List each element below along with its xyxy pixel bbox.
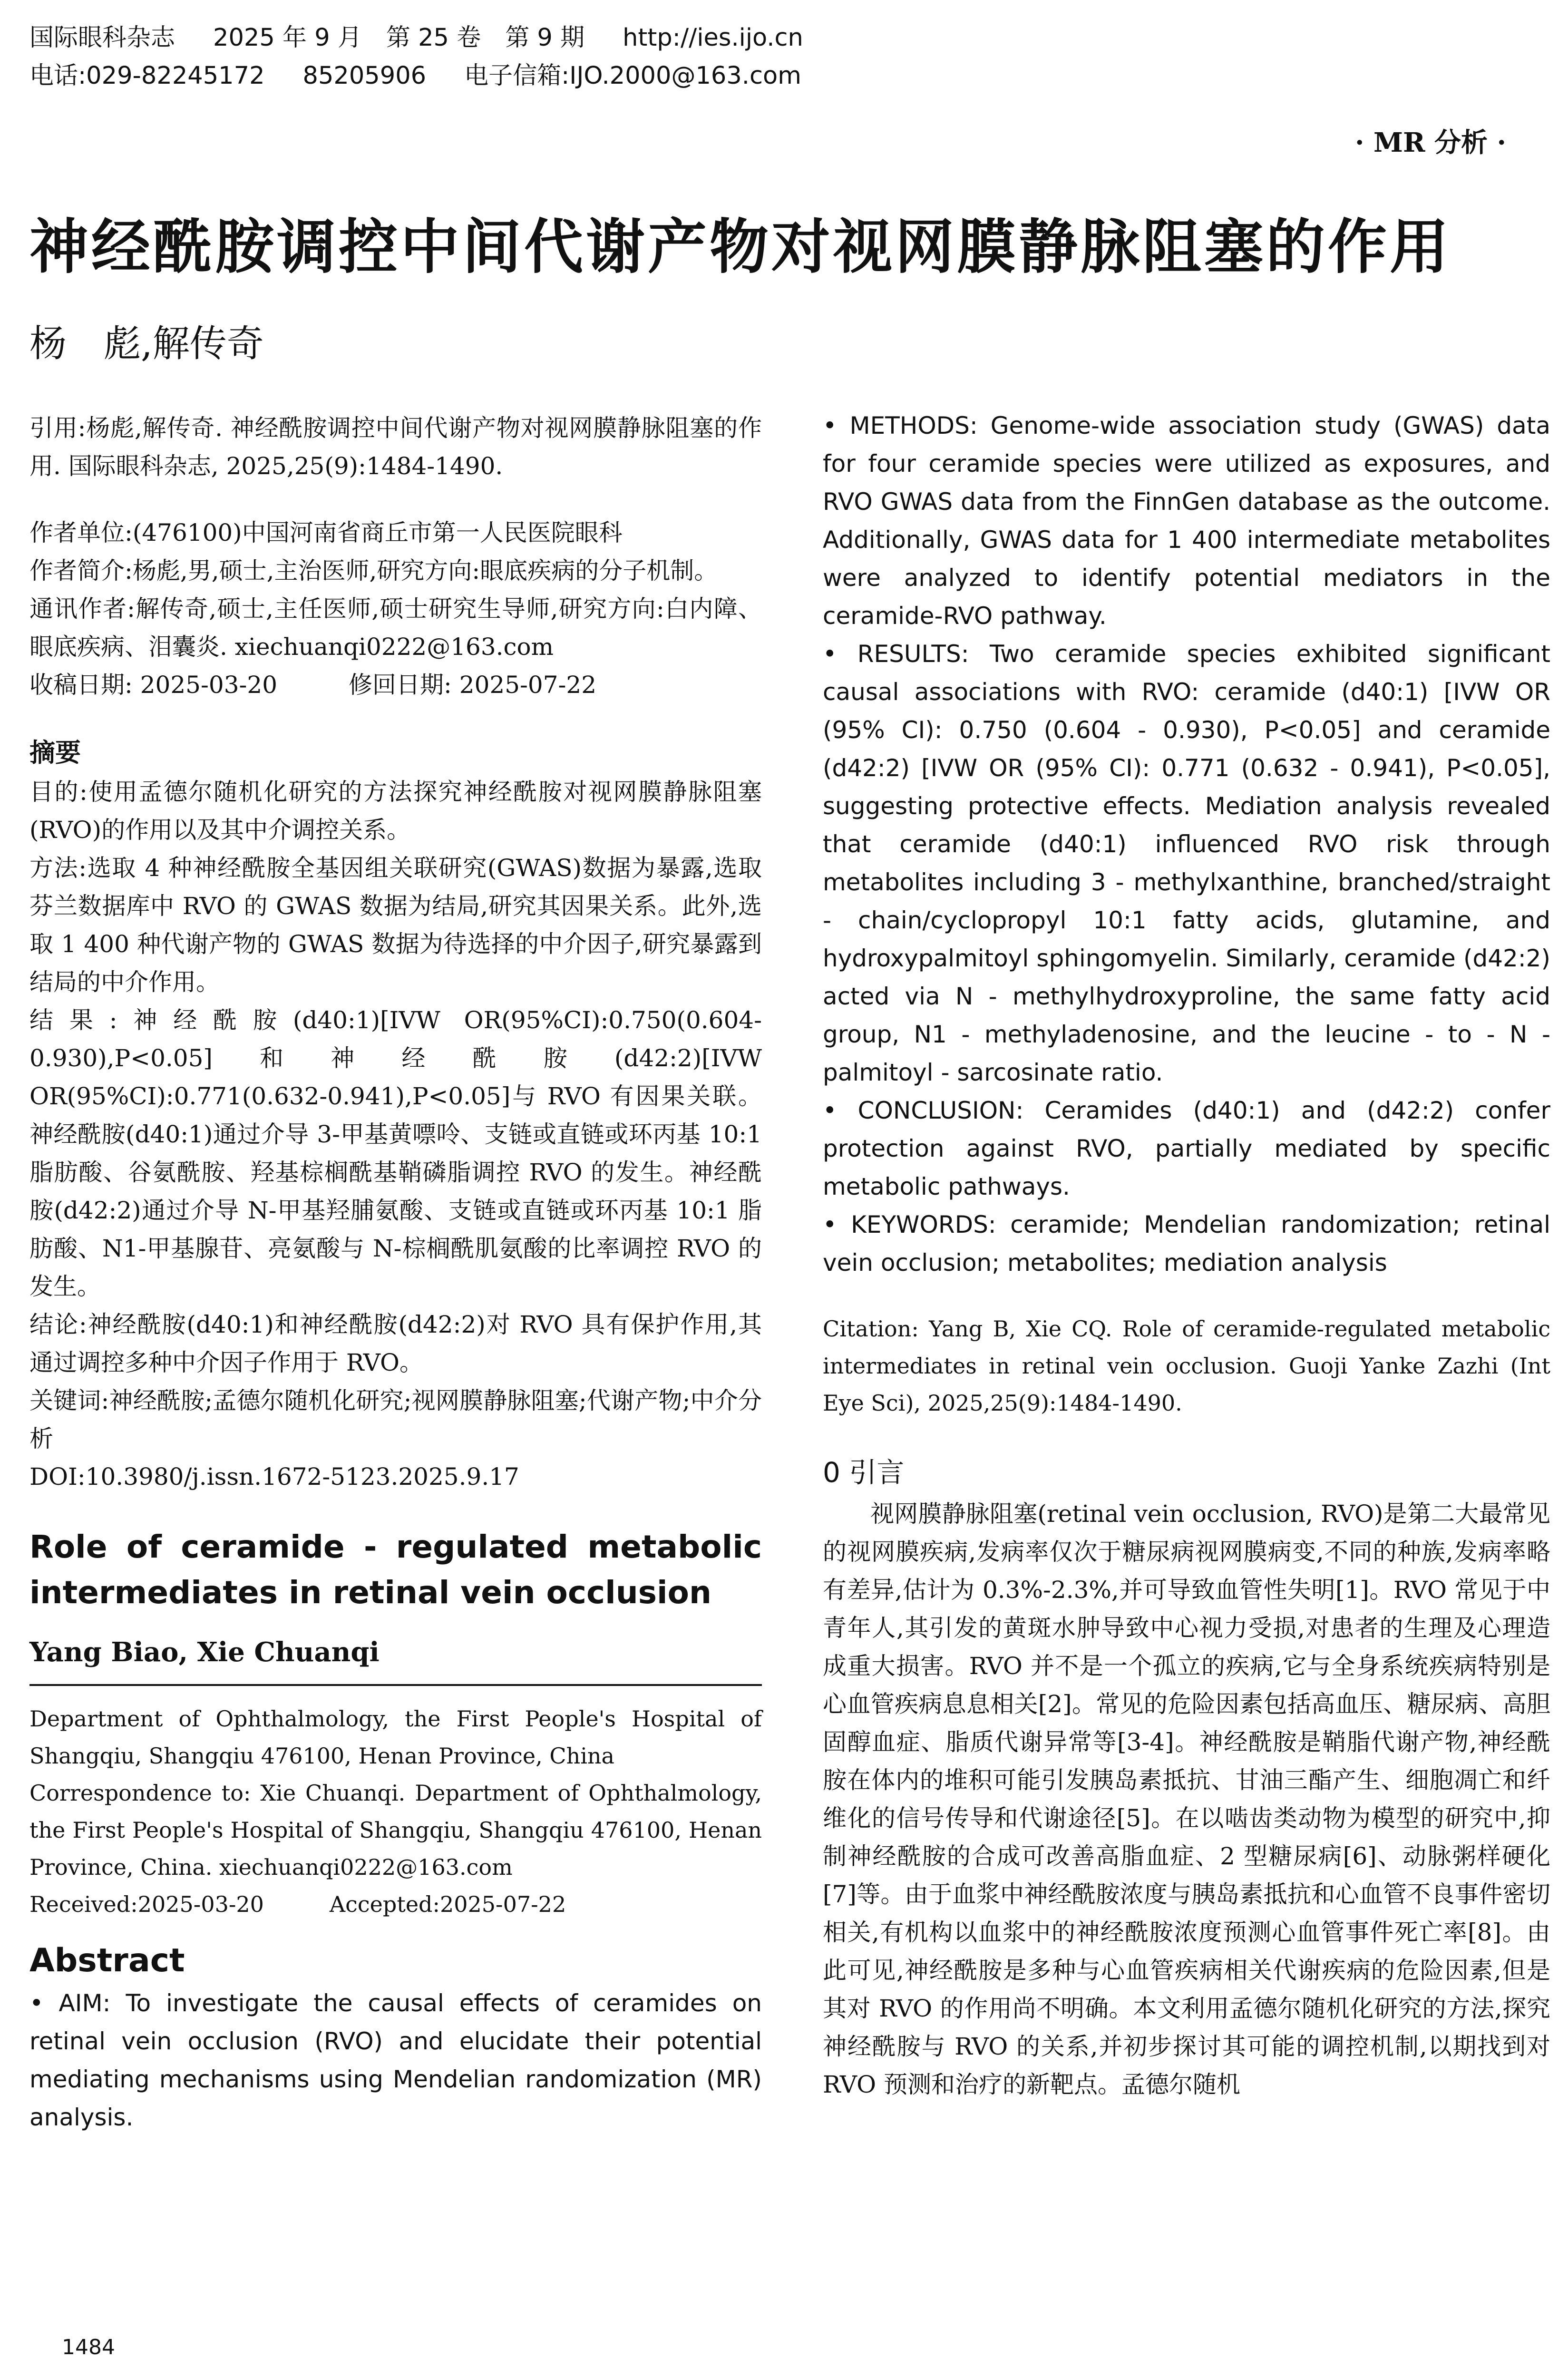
left-column	[29, 409, 762, 2136]
intro-heading: 0 引言	[823, 1456, 905, 1489]
phone: 电话:029-82245172	[29, 62, 265, 90]
received-dates: 收稿日期: 2025-03-20 修回日期: 2025-07-22	[29, 671, 597, 699]
article-authors: 杨 彪,解传奇	[29, 322, 264, 365]
english-title: Role of ceramide - regulated metabolic intermediates in retinal vein occlusion	[29, 1529, 762, 1611]
intro-text: 视网膜静脉阻塞(retinal vein occlusion, RVO)是第二大最常见的视网膜疾病,发病率仅次于糖尿病视网膜病变,不同的种族,发病率略有差异,估计为 0.3%-2.3%,并可导致血管性失明[1]。RVO 常见于中青年人,其引发的黄斑水肿导致中心视力受损,对患者的生理及心理造成重大损害。RVO 并不是一个孤立的疾病,它与全身系统疾病特别是心血管疾病息息相关[2]。常见的危险因素包括高血压、糖尿病、高胆固醇血症、脂质代谢异常等[3-4]。神经酰胺是鞘脂代谢产物,神经酰胺在体内的堆积可能引发胰岛素抵抗、甘油三酯产生、细胞凋亡和纤维化的信号传导和代谢途径[5]。在以啮齿类动物为模型的研究中,抑制神经酰胺的合成可改善高脂血症、2 型糖尿病[6]、动脉粥样硬化[7]等。由于血浆中神经酰胺浓度与胰岛素抵抗和心血管不良事件密切相关,有机构以血浆中的神经酰胺浓度预测心血管事件死亡率[8]。由此可见,神经酰胺是多种与心血管疾病相关代谢疾病的危险因素,但是其对 RVO 的作用尚不明确。本文利用孟德尔随机化研究的方法,探究神经酰胺与 RVO 的关系,并初步探讨其可能的调控机制,以期找到对 RVO 预测和治疗的新靶点。孟德尔随机	[823, 1500, 1550, 2098]
abstract-cn-heading: 摘要	[29, 738, 81, 768]
author-intro: 作者简介:杨彪,男,硕士,主治医师,研究方向:眼底疾病的分子机制。	[29, 557, 718, 585]
abstract-cn-aim: 目的:使用孟德尔随机化研究的方法探究神经酰胺对视网膜静脉阻塞(RVO)的作用以及其中介调控关系。	[29, 778, 762, 844]
divider	[29, 1684, 762, 1686]
email[interactable]: 电子信箱:IJO.2000@163.com	[464, 62, 801, 90]
issue-info: 2025 年 9 月 第 25 卷 第 9 期	[213, 24, 585, 52]
citation-cn: 引用:杨彪,解传奇. 神经酰胺调控中间代谢产物对视网膜静脉阻塞的作用. 国际眼科杂志, 2025,25(9):1484-1490.	[29, 414, 762, 480]
journal-url[interactable]: http://ies.ijo.cn	[623, 24, 803, 52]
english-correspondence: Correspondence to: Xie Chuanqi. Department of Ophthalmology, the First People's Hospital of Shangqiu, Shangqiu 476100, Henan Province, China. xiechuanqi0222@163.com	[29, 1780, 762, 1880]
abstract-cn-methods: 方法:选取 4 种神经酰胺全基因组关联研究(GWAS)数据为暴露,选取芬兰数据库中 RVO 的 GWAS 数据为结局,研究其因果关系。此外,选取 1 400 种代谢产物的 GWAS 数据为待选择的中介因子,研究暴露到结局的中介作用。	[29, 854, 762, 996]
abstract-aim: • AIM: To investigate the causal effects of ceramides on retinal vein occlusion (RVO) and elucidate their potential mediating mechanisms using Mendelian randomization (MR) analysis.	[29, 1989, 762, 2131]
right-column	[823, 407, 1550, 2104]
abstract-conclusion: • CONCLUSION: Ceramides (d40:1) and (d42:2) confer protection against RVO, partially mediated by specific metabolic pathways.	[823, 1097, 1550, 1200]
corresponding-author: 通讯作者:解传奇,硕士,主任医师,硕士研究生导师,研究方向:白内障、眼底疾病、泪囊炎. xiechuanqi0222@163.com	[29, 595, 762, 661]
section-tag: · MR 分析 ·	[1354, 127, 1506, 158]
article-title: 神经酰胺调控中间代谢产物对视网膜静脉阻塞的作用	[29, 213, 1452, 282]
abstract-results: • RESULTS: Two ceramide species exhibited significant causal associations with RVO: ceramide (d40:1) [IVW OR (95% CI): 0.750 (0.604 - 0.930), P<0.05] and ceramide (d42:2) [IVW OR (95% CI): 0.771 (0.632 - 0.941), P<0.05], suggesting protective effects. Mediation analysis revealed that ceramide (d40:1) influenced RVO risk through metabolites including 3 - methylxanthine, branched/straight - chain/cyclopropyl 10:1 fatty acids, glutamine, and hydroxypalmitoyl sphingomyelin. Similarly, ceramide (d42:2) acted via N - methylhydroxyproline, the same fatty acid group, N1 - methyladenosine, and the leucine - to - N - palmitoyl - sarcosinate ratio.	[823, 640, 1550, 1086]
english-department: Department of Ophthalmology, the First People's Hospital of Shangqiu, Shangqiu 476100, Henan Province, China	[29, 1706, 762, 1769]
doi[interactable]: DOI:10.3980/j.issn.1672-5123.2025.9.17	[29, 1463, 519, 1490]
abstract-heading: Abstract	[29, 1942, 185, 1979]
english-received: Received:2025-03-20 Accepted:2025-07-22	[29, 1891, 566, 1917]
page-number: 1484	[62, 2335, 115, 2359]
abstract-keywords: • KEYWORDS: ceramide; Mendelian randomization; retinal vein occlusion; metabolites; mediation analysis	[823, 1211, 1550, 1276]
abstract-cn-results: 结果:神经酰胺(d40:1)[IVW OR(95%CI):0.750(0.604-0.930),P<0.05]和神经酰胺(d42:2)[IVW OR(95%CI):0.771(0.632-0.941),P<0.05]与 RVO 有因果关联。神经酰胺(d40:1)通过介导 3-甲基黄嘌呤、支链或直链或环丙基 10:1 脂肪酸、谷氨酰胺、羟基棕榈酰基鞘磷脂调控 RVO 的发生。神经酰胺(d42:2)通过介导 N-甲基羟脯氨酸、支链或直链或环丙基 10:1 脂肪酸、N1-甲基腺苷、亮氨酸与 N-棕榈酰肌氨酸的比率调控 RVO 的发生。	[29, 1006, 762, 1300]
journal-header	[29, 19, 841, 95]
english-authors: Yang Biao, Xie Chuanqi	[29, 1637, 380, 1668]
fax: 85205906	[302, 62, 427, 90]
abstract-cn-conclusion: 结论:神经酰胺(d40:1)和神经酰胺(d42:2)对 RVO 具有保护作用,其通过调控多种中介因子作用于 RVO。	[29, 1311, 762, 1376]
journal-name: 国际眼科杂志	[29, 24, 175, 52]
english-citation: Citation: Yang B, Xie CQ. Role of ceramide-regulated metabolic intermediates in retinal vein occlusion. Guoji Yanke Zazhi (Int Eye Sci), 2025,25(9):1484-1490.	[823, 1316, 1550, 1416]
abstract-cn-keywords: 关键词:神经酰胺;孟德尔随机化研究;视网膜静脉阻塞;代谢产物;中介分析	[29, 1387, 762, 1452]
abstract-methods: • METHODS: Genome-wide association study (GWAS) data for four ceramide species were utilized as exposures, and RVO GWAS data from the FinnGen database as the outcome. Additionally, GWAS data for 1 400 intermediate metabolites were analyzed to identify potential mediators in the ceramide-RVO pathway.	[823, 412, 1550, 630]
author-unit: 作者单位:(476100)中国河南省商丘市第一人民医院眼科	[29, 519, 623, 546]
